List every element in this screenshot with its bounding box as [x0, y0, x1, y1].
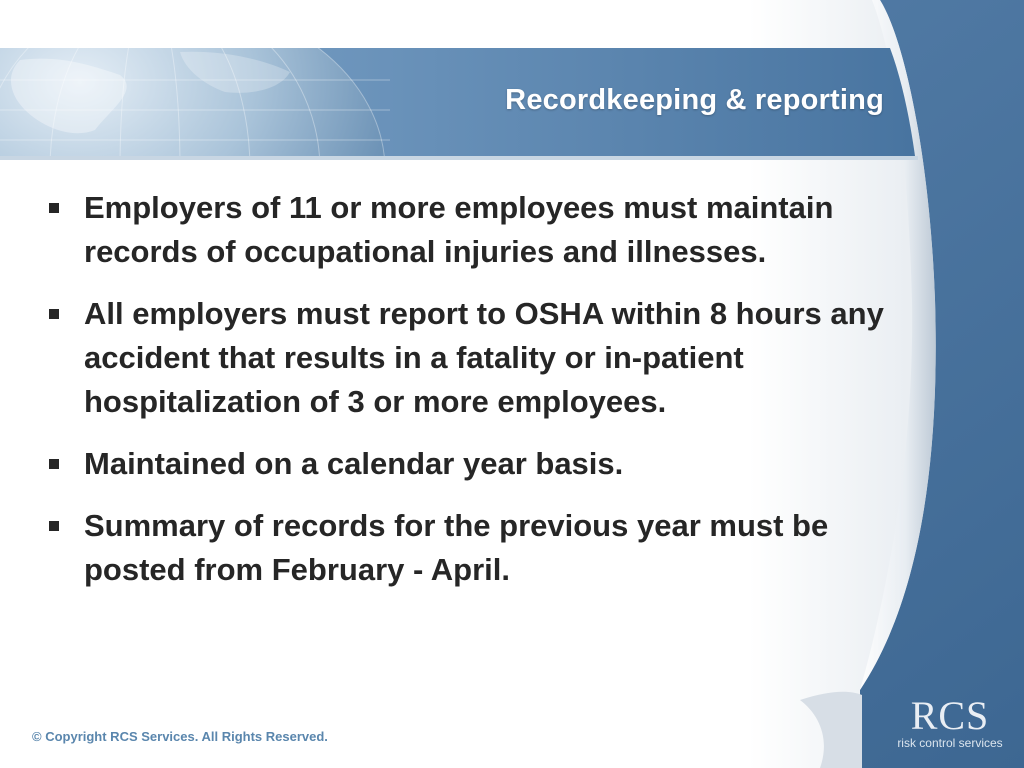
bullet-list [44, 186, 904, 610]
square-bullet-icon [49, 203, 59, 213]
bullet-text: Maintained on a calendar year basis. [84, 446, 624, 481]
bullet-item [44, 292, 904, 424]
bullet-item [44, 504, 904, 592]
bullet-item [44, 186, 904, 274]
copyright-notice: © Copyright RCS Services. All Rights Reserved. [32, 729, 328, 744]
logo-tagline: risk control services [897, 736, 1003, 750]
square-bullet-icon [49, 309, 59, 319]
bullet-text: All employers must report to OSHA within 8 hours any accident that results in a fatality or in-patient hospitalization of 3 or more employees. [84, 296, 884, 419]
logo-mark: RCS [910, 693, 990, 738]
bullet-item [44, 442, 904, 486]
rcs-logo [892, 693, 1008, 752]
bullet-text: Employers of 11 or more employees must maintain records of occupational injuries and illnesses. [84, 190, 834, 269]
bullet-text: Summary of records for the previous year must be posted from February - April. [84, 508, 829, 587]
square-bullet-icon [49, 521, 59, 531]
slide-title: Recordkeeping & reporting [505, 84, 884, 116]
square-bullet-icon [49, 459, 59, 469]
